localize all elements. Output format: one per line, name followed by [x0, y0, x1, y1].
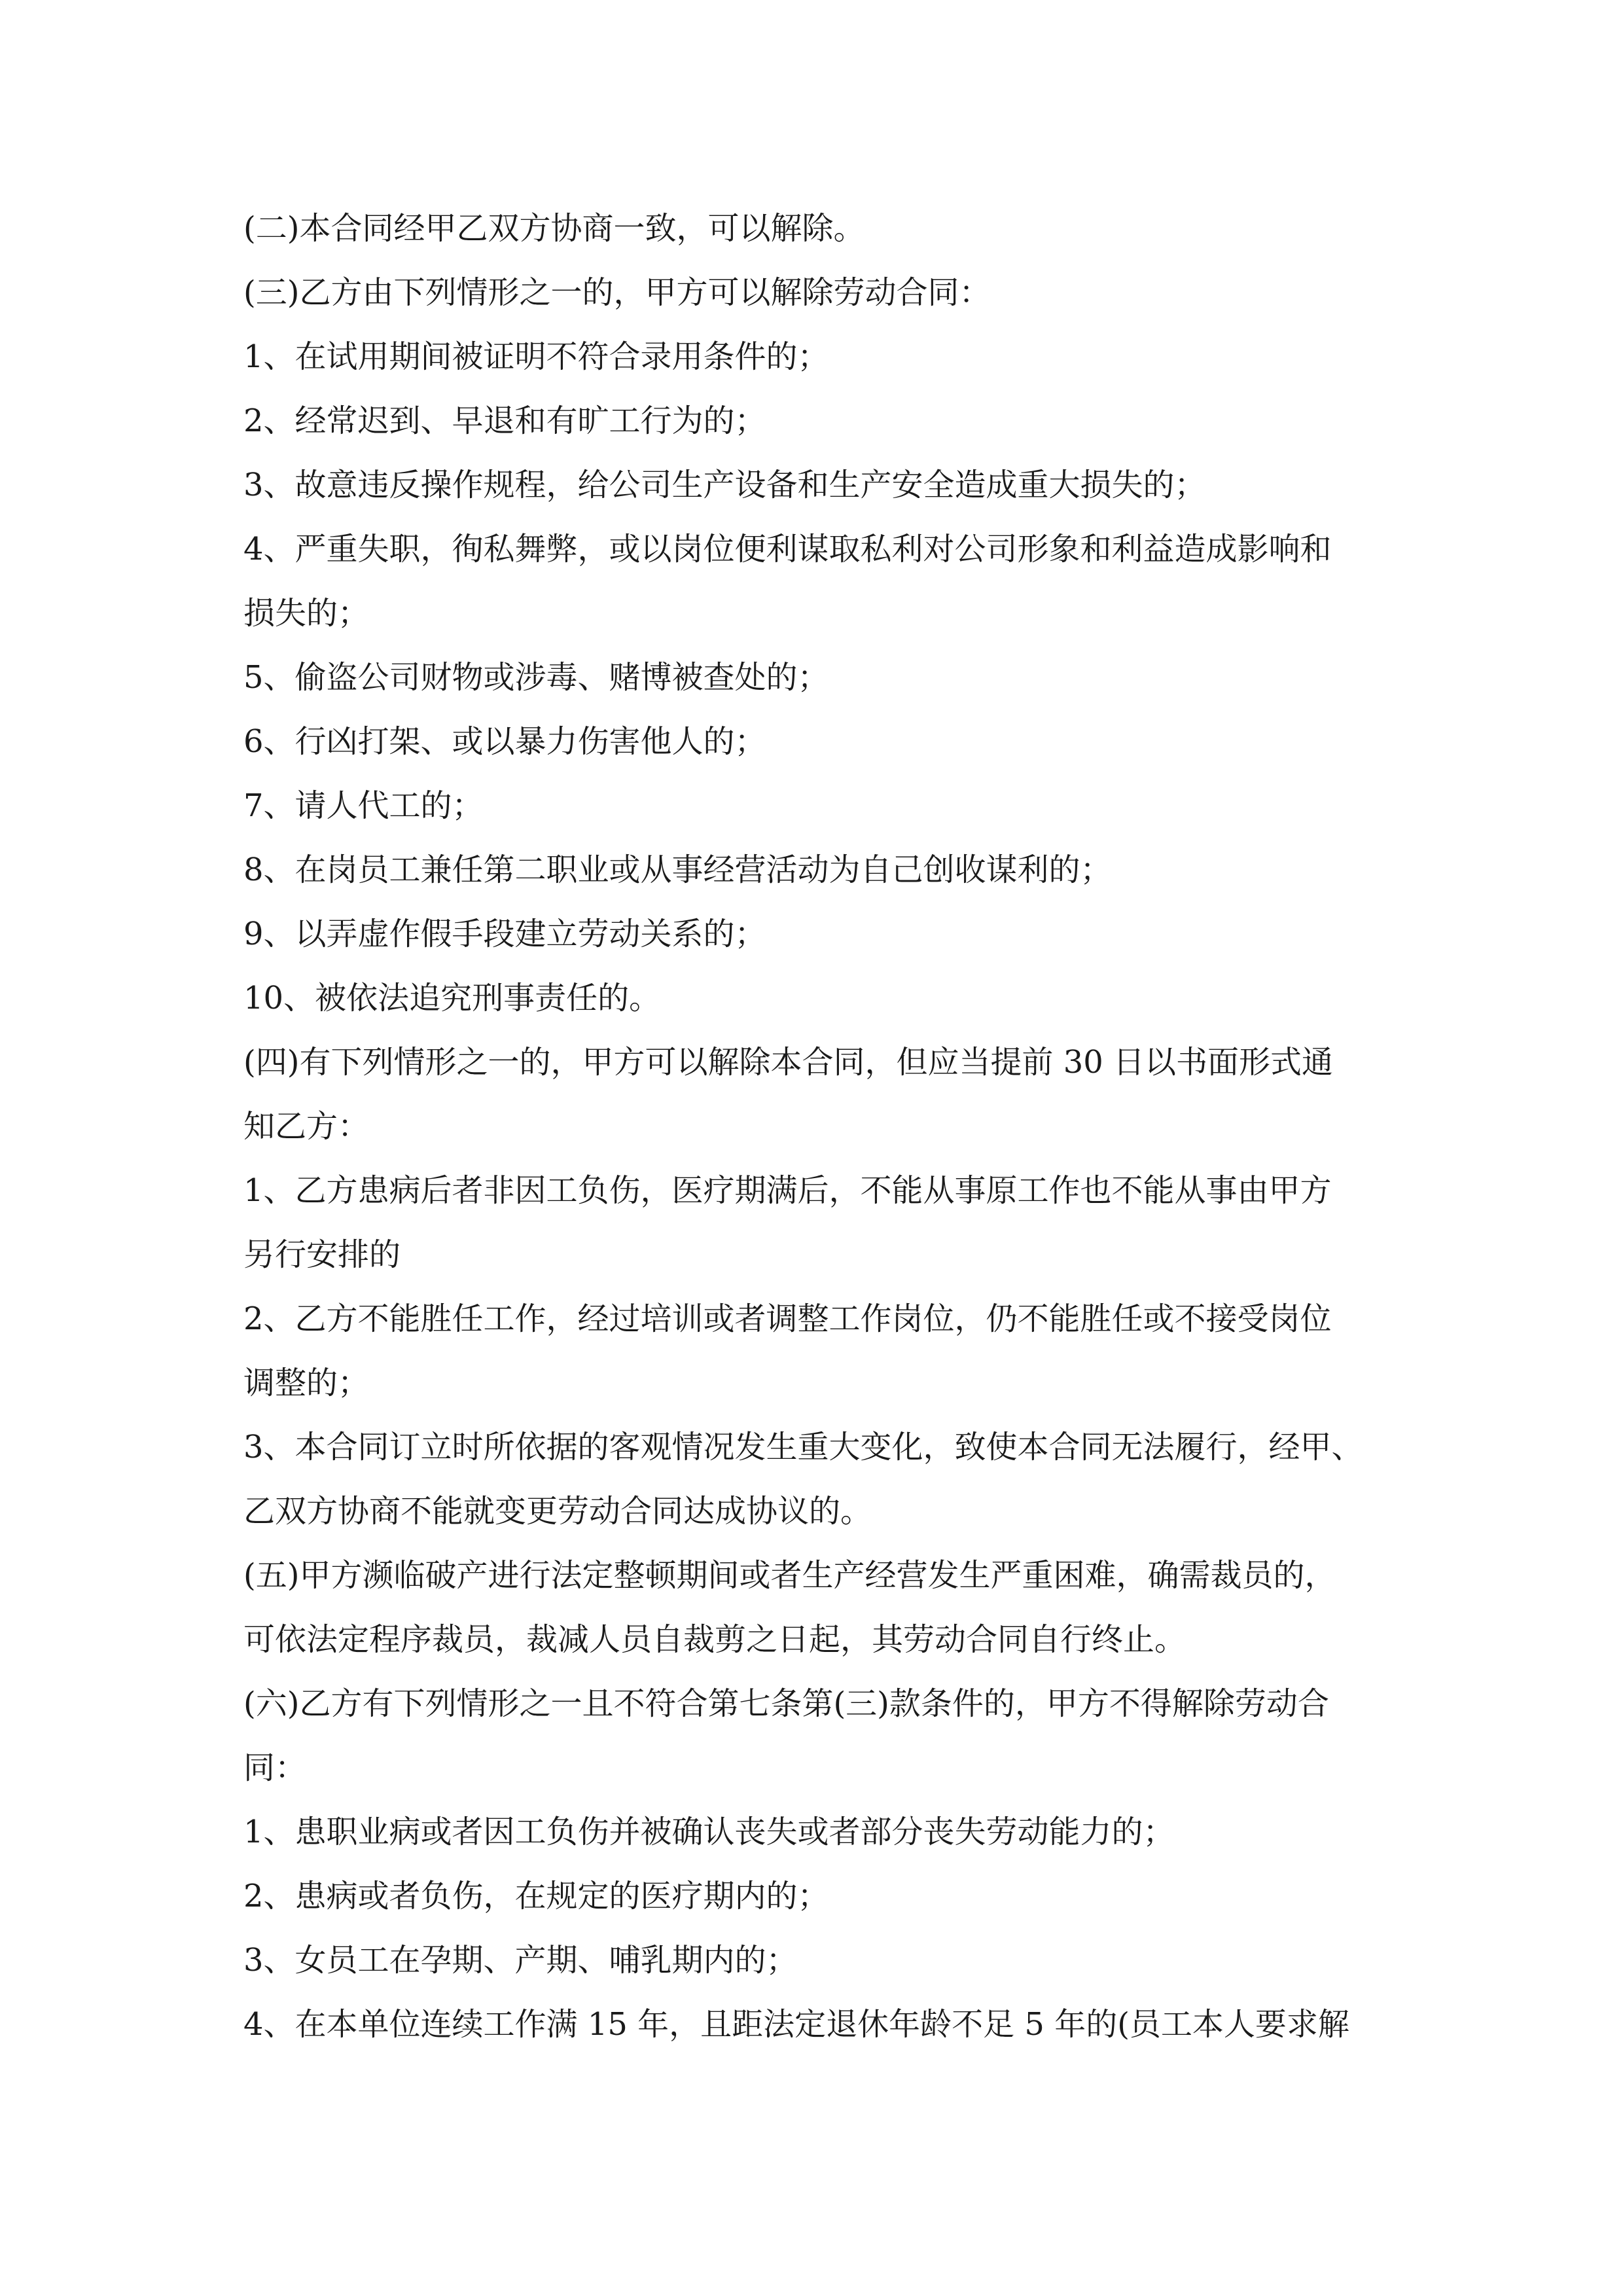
- text-line: (四)有下列情形之一的，甲方可以解除本合同，但应当提前 30 日以书面形式通: [243, 1044, 1334, 1081]
- text-line: 1、在试用期间被证明不符合录用条件的；: [243, 338, 829, 375]
- text-line: 9、以弄虚作假手段建立劳动关系的；: [243, 916, 766, 952]
- document-body: [243, 196, 1395, 2056]
- text-line: 6、行凶打架、或以暴力伤害他人的；: [243, 723, 766, 760]
- text-line: 3、故意违反操作规程，给公司生产设备和生产安全造成重大损失的；: [243, 467, 1206, 503]
- text-line: 1、乙方患病后者非因工负伤，医疗期满后，不能从事原工作也不能从事由甲方: [243, 1172, 1332, 1209]
- text-line: 4、严重失职，徇私舞弊，或以岗位便利谋取私利对公司形象和利益造成影响和: [243, 531, 1332, 567]
- text-line: 乙双方协商不能就变更劳动合同达成协议的。: [243, 1493, 872, 1530]
- text-line: 4、在本单位连续工作满 15 年，且距法定退休年龄不足 5 年的(员工本人要求解: [243, 2006, 1349, 2043]
- text-line: 2、经常迟到、早退和有旷工行为的；: [243, 403, 766, 439]
- text-line: 5、偷盗公司财物或涉毒、赌博被查处的；: [243, 659, 829, 696]
- text-line: (二)本合同经甲乙双方协商一致，可以解除。: [243, 210, 865, 247]
- text-line: (六)乙方有下列情形之一且不符合第七条第(三)款条件的，甲方不得解除劳动合: [243, 1685, 1329, 1722]
- text-line: 同：: [243, 1749, 307, 1786]
- text-line: 8、在岗员工兼任第二职业或从事经营活动为自己创收谋利的；: [243, 852, 1112, 888]
- text-line: 知乙方：: [243, 1108, 370, 1145]
- text-line: 3、女员工在孕期、产期、哺乳期内的；: [243, 1942, 798, 1979]
- text-line: 3、本合同订立时所依据的客观情况发生重大变化，致使本合同无法履行，经甲、: [243, 1429, 1363, 1465]
- text-line: 7、请人代工的；: [243, 787, 484, 824]
- text-line: 1、患职业病或者因工负伤并被确认丧失或者部分丧失劳动能力的；: [243, 1814, 1175, 1850]
- text-line: (五)甲方濒临破产进行法定整顿期间或者生产经营发生严重困难，确需裁员的，: [243, 1557, 1336, 1594]
- text-line: 可依法定程序裁员，裁减人员自裁剪之日起，其劳动合同自行终止。: [243, 1621, 1186, 1658]
- text-line: 2、患病或者负伤，在规定的医疗期内的；: [243, 1878, 829, 1914]
- text-line: 调整的；: [243, 1365, 370, 1401]
- text-line: (三)乙方由下列情形之一的，甲方可以解除劳动合同：: [243, 274, 991, 311]
- text-line: 10、被依法追究刑事责任的。: [243, 980, 661, 1016]
- text-line: 2、乙方不能胜任工作，经过培训或者调整工作岗位，仍不能胜任或不接受岗位: [243, 1300, 1332, 1337]
- text-line: 损失的；: [243, 595, 370, 632]
- text-line: 另行安排的: [243, 1236, 401, 1273]
